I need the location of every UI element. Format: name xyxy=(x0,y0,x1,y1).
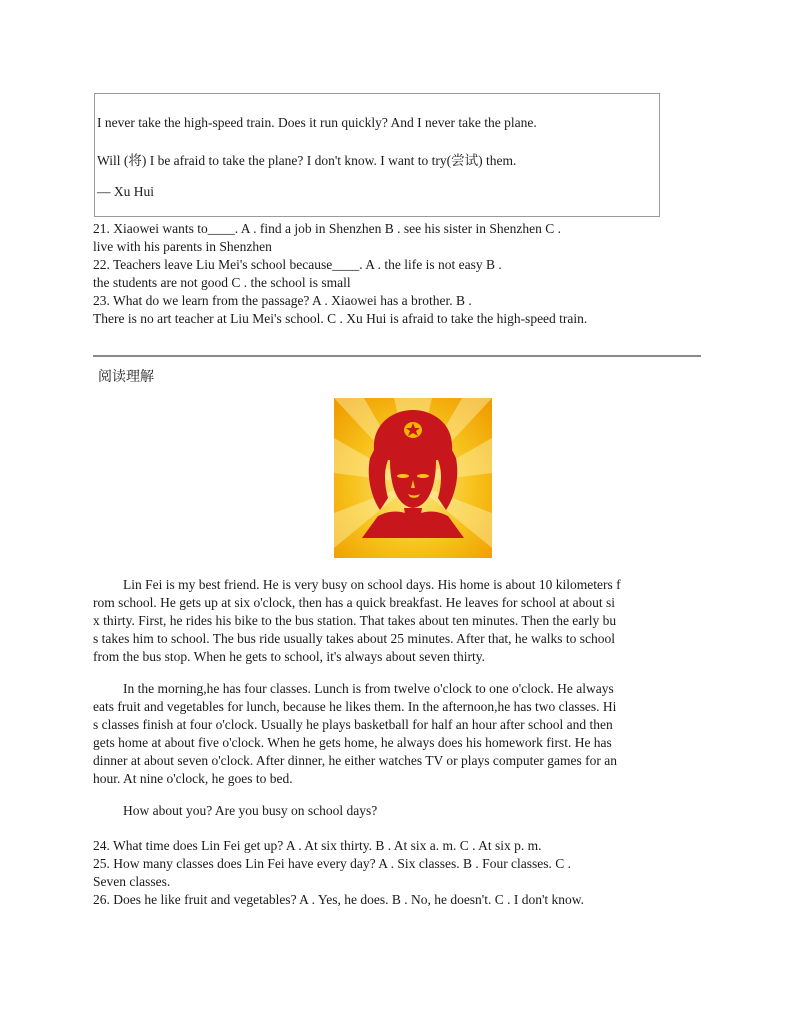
passage-paragraph-1 xyxy=(93,576,701,666)
passage-p2-line: In the morning,he has four classes. Lunch is from twelve o'clock to one o'clock. He always xyxy=(123,681,614,696)
passage-paragraph-3 xyxy=(93,802,701,820)
question-26: 26. Does he like fruit and vegetables? A . Yes, he does. B . No, he doesn't. C . I don't know. xyxy=(93,892,585,907)
question-23-line-1: 23. What do we learn from the passage? A . Xiaowei has a brother. B . xyxy=(93,293,472,308)
section-divider xyxy=(93,355,701,357)
letter-line-1: I never take the high-speed train. Does it run quickly? And I never take the plane. xyxy=(97,115,537,130)
passage-p2-line: gets home at about five o'clock. When he gets home, he always does his homework first. He has xyxy=(93,735,612,750)
question-21-line-1: 21. Xiaowei wants to____. A . find a job in Shenzhen B . see his sister in Shenzhen C . xyxy=(93,221,561,236)
question-25-line-1: 25. How many classes does Lin Fei have every day? A . Six classes. B . Four classes. C . xyxy=(93,856,572,871)
passage-p3-line: How about you? Are you busy on school days? xyxy=(123,803,378,818)
letter-line-2: Will (将) I be afraid to take the plane? I don't know. I want to try(尝试) them. xyxy=(97,153,517,168)
letter-signature: — Xu Hui xyxy=(97,184,154,199)
question-25-line-2: Seven classes. xyxy=(93,874,171,889)
question-21-line-2: live with his parents in Shenzhen xyxy=(93,239,272,254)
letter-box xyxy=(94,93,660,217)
passage-p2-line: dinner at about seven o'clock. After dinner, he either watches TV or plays computer games for an xyxy=(93,753,617,768)
question-22-line-1: 22. Teachers leave Liu Mei's school because____. A . the life is not easy B . xyxy=(93,257,502,272)
passage-p1-line: x thirty. First, he rides his bike to the bus station. That takes about ten minutes. Then the early bu xyxy=(93,613,617,628)
section-heading: 阅读理解 xyxy=(98,369,154,385)
passage-p2-line: s classes finish at four o'clock. Usually he plays basketball for half an hour after school and then xyxy=(93,717,613,732)
question-22-line-2: the students are not good C . the school is small xyxy=(93,275,351,290)
passage-p2-line: hour. At nine o'clock, he goes to bed. xyxy=(93,771,293,786)
passage-p1-line: s takes him to school. The bus ride usually takes about 25 minutes. After that, he walks to school xyxy=(93,631,616,646)
passage-paragraph-2 xyxy=(93,680,701,788)
passage-p2-line: eats fruit and vegetables for lunch, because he likes them. In the afternoon,he has two classes. Hi xyxy=(93,699,617,714)
passage-p1-line: from the bus stop. When he gets to school, it's always about seven thirty. xyxy=(93,649,485,664)
passage-p1-line: Lin Fei is my best friend. He is very busy on school days. His home is about 10 kilometers f xyxy=(123,577,621,592)
question-23-line-2: There is no art teacher at Liu Mei's school. C . Xu Hui is afraid to take the high-speed train. xyxy=(93,311,588,326)
lei-feng-portrait-icon xyxy=(334,398,492,558)
passage-p1-line: rom school. He gets up at six o'clock, then has a quick breakfast. He leaves for school at about si xyxy=(93,595,616,610)
question-24: 24. What time does Lin Fei get up? A . At six thirty. B . At six a. m. C . At six p. m. xyxy=(93,838,542,853)
